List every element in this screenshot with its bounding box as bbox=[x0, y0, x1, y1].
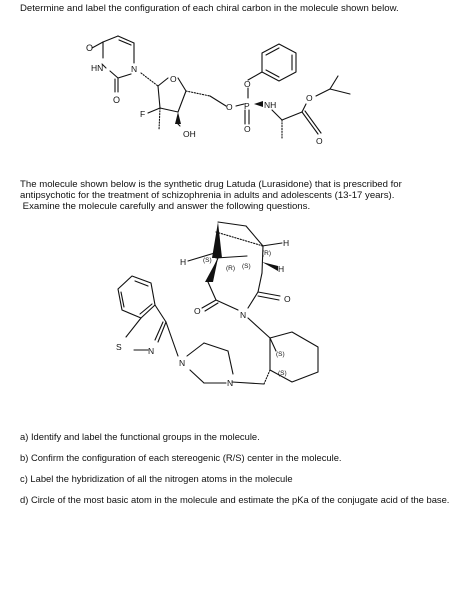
atom-h2: H bbox=[283, 238, 290, 248]
atom-nh: NH bbox=[264, 100, 277, 110]
atom-o-ester: O bbox=[306, 93, 313, 103]
atom-hn: HN bbox=[91, 63, 104, 73]
question-d: d) Circle of the most basic atom in the molecule and estimate the pKa of the conjugate acid of the base. bbox=[20, 494, 450, 505]
atom-oh: OH bbox=[183, 129, 196, 139]
atom-o-left: O bbox=[194, 306, 201, 316]
atom-o-furan: O bbox=[170, 74, 177, 84]
stereo-label-r1: (R) bbox=[262, 250, 272, 257]
stereo-label-s3: (S) bbox=[276, 351, 285, 358]
question-c: c) Label the hybridization of all the nitrogen atoms in the molecule bbox=[20, 473, 293, 484]
atom-n-imide: N bbox=[240, 310, 247, 320]
atom-n-pip2: N bbox=[227, 378, 234, 388]
atom-s: S bbox=[116, 342, 122, 352]
stereo-label-s1: (S) bbox=[203, 257, 212, 264]
atom-h3: H bbox=[278, 264, 285, 274]
atom-f: F bbox=[140, 109, 146, 119]
intro-line-1: The molecule shown below is the synthetic drug Latuda (Lurasidone) that is prescribed for bbox=[20, 179, 402, 190]
piperazine-ring bbox=[187, 343, 233, 383]
cyclohexane-ring bbox=[232, 332, 318, 384]
stereo-label-s2: (S) bbox=[242, 263, 251, 270]
atom-n-ring: N bbox=[131, 64, 138, 74]
intro-line-3: Examine the molecule carefully and answer the following questions. bbox=[20, 201, 311, 212]
atom-o-phenoxy: O bbox=[244, 79, 251, 89]
atom-n-pip1: N bbox=[179, 358, 186, 368]
atom-p: P bbox=[244, 101, 250, 111]
stereo-label-r2: (R) bbox=[226, 265, 236, 272]
atom-n-isothiazole: N bbox=[148, 346, 155, 356]
atom-o-bottom: O bbox=[113, 95, 121, 105]
atom-o-p: O bbox=[244, 124, 251, 134]
atom-o-link: O bbox=[226, 102, 233, 112]
atom-h1: H bbox=[180, 257, 187, 267]
atom-o-carbonyl: O bbox=[316, 136, 323, 146]
atom-o-right: O bbox=[284, 294, 291, 304]
question-1: Determine and label the configuration of each chiral carbon in the molecule shown below. bbox=[20, 3, 399, 14]
benzisothiazole bbox=[118, 276, 178, 356]
stereo-label-s4: (S) bbox=[278, 370, 287, 377]
question-b: b) Confirm the configuration of each stereogenic (R/S) center in the molecule. bbox=[20, 452, 342, 463]
question-a: a) Identify and label the functional groups in the molecule. bbox=[20, 431, 260, 442]
intro-line-2: antipsychotic for the treatment of schizophrenia in adults and adolescents (13-17 years). bbox=[20, 190, 395, 201]
atom-o-top: O bbox=[86, 43, 94, 53]
